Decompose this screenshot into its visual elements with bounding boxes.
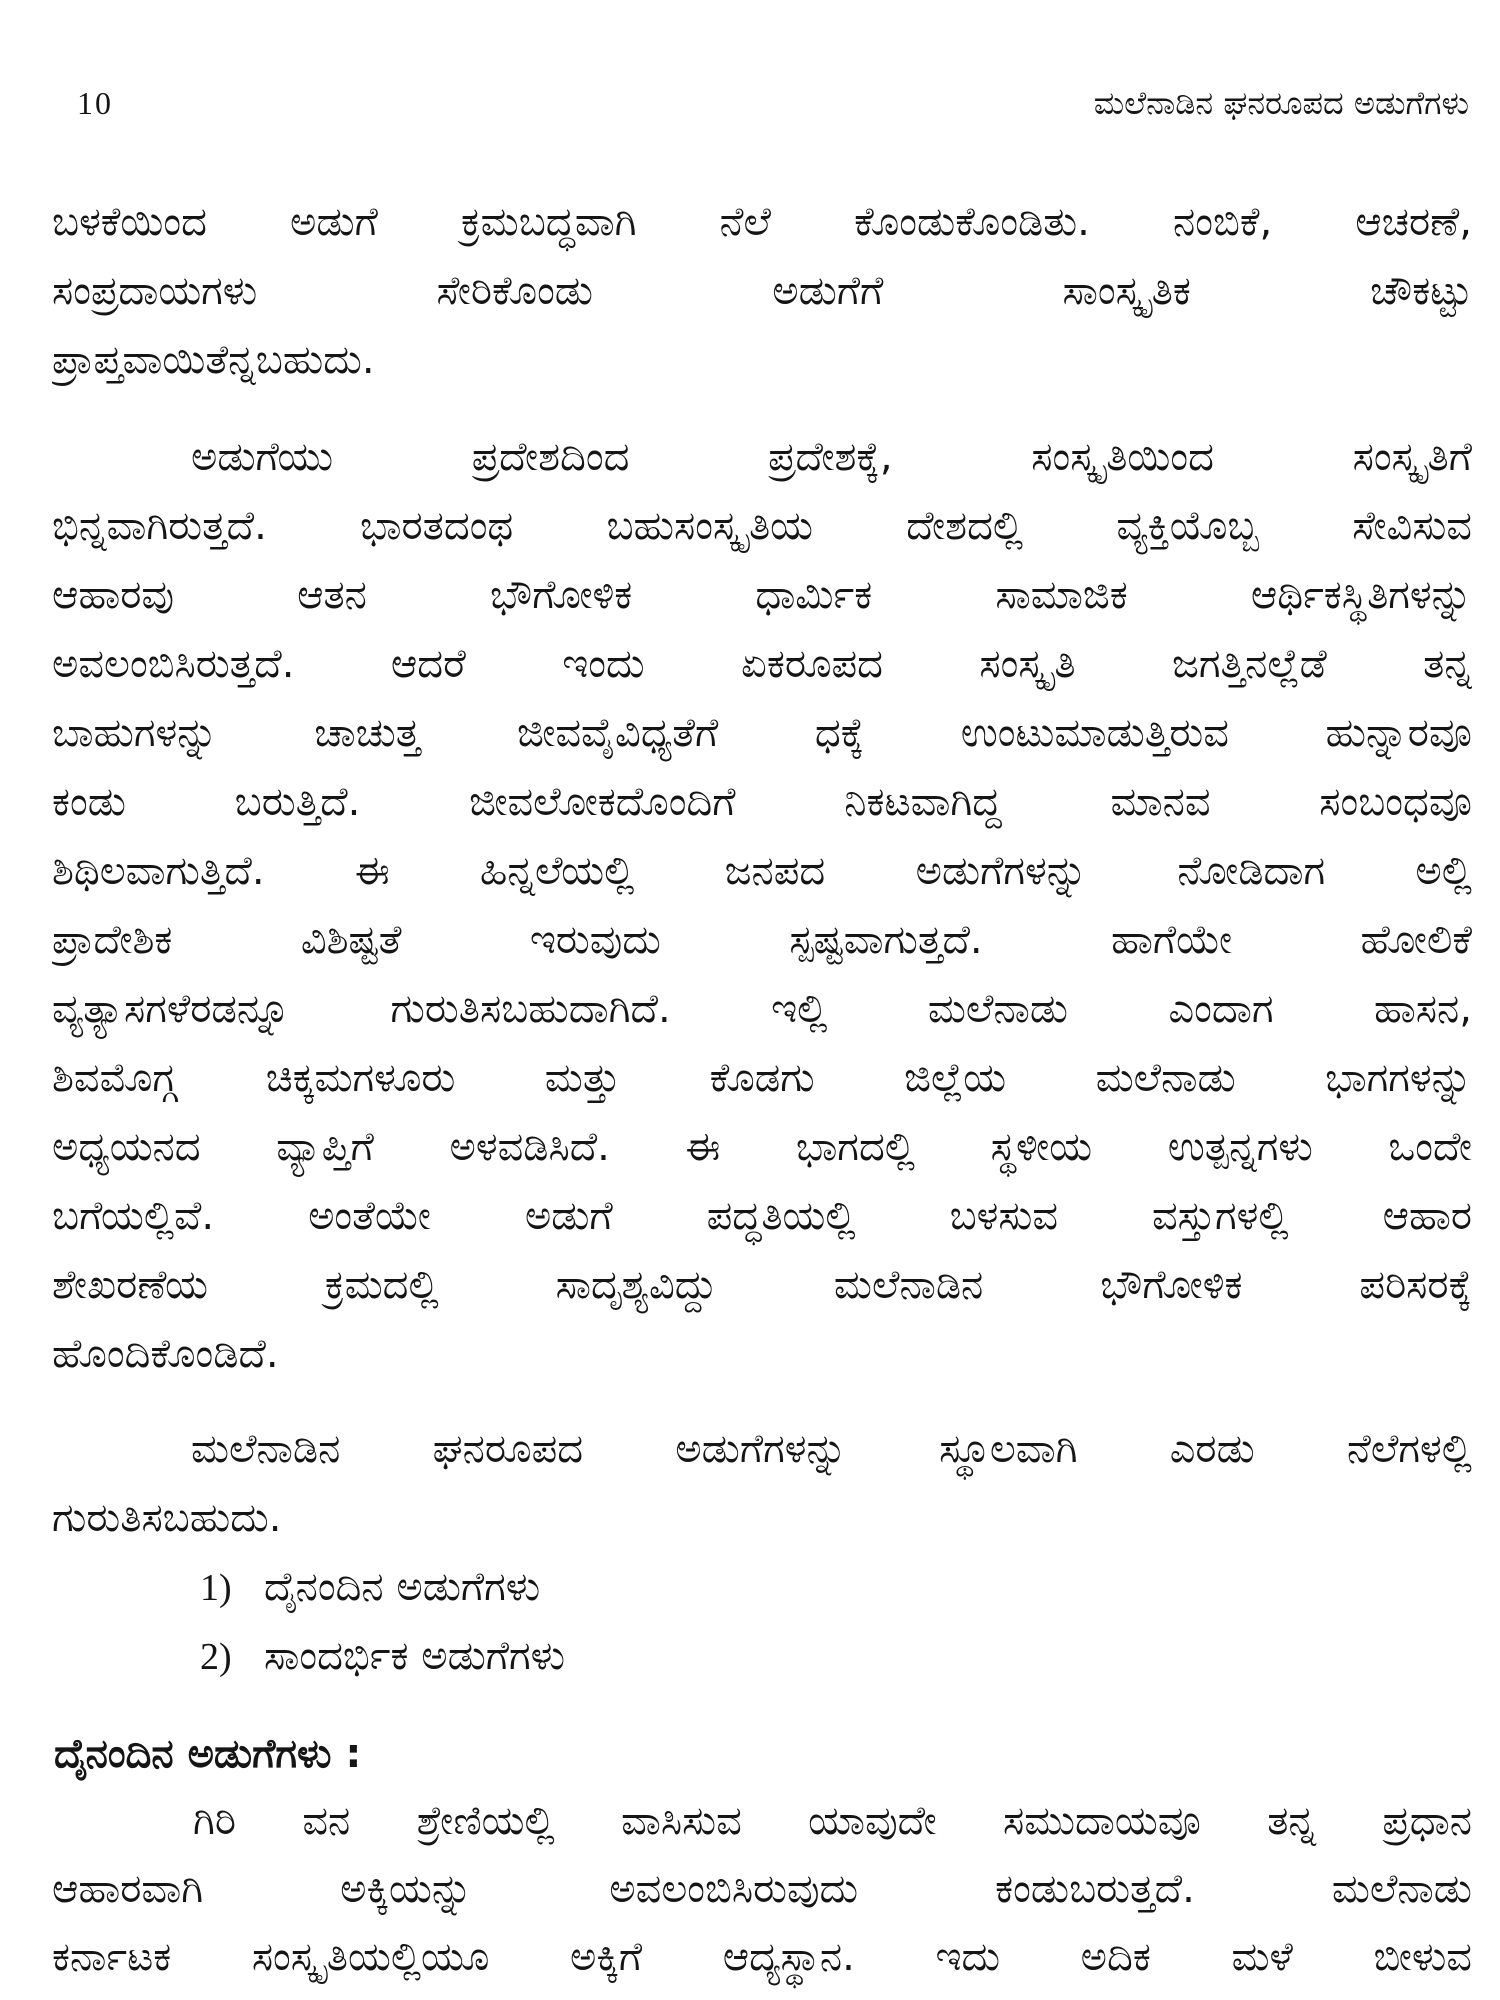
paragraph-2-line-9: ವ್ಯತ್ಯಾಸಗಳೆರಡನ್ನೂ ಗುರುತಿಸಬಹುದಾಗಿದೆ. ಇಲ್ಲಿ ಮಲೆನಾಡು ಎಂದಾಗ ಹಾಸನ, (52, 986, 1472, 1032)
paragraph-2 (52, 423, 1472, 1389)
list-item (52, 1553, 1472, 1622)
page-body (52, 188, 1472, 1991)
paragraph-2-line-8: ಪ್ರಾದೇಶಿಕ ವಿಶಿಷ್ಟತೆ ಇರುವುದು ಸ್ಪಷ್ಟವಾಗುತ್ತದೆ. ಹಾಗೆಯೇ ಹೋಲಿಕೆ (52, 917, 1472, 963)
running-title: ಮಲೆನಾಡಿನ ಘನರೂಪದ ಅಡುಗೆಗಳು (1093, 83, 1469, 122)
paragraph-2-line-1: ಅಡುಗೆಯು ಪ್ರದೇಶದಿಂದ ಪ್ರದೇಶಕ್ಕೆ, ಸಂಸ್ಕೃತಿಯಿಂದ ಸಂಸ್ಕೃತಿಗೆ (191, 434, 1472, 480)
paragraph-2-line-7: ಶಿಥಿಲವಾಗುತ್ತಿದೆ. ಈ ಹಿನ್ನಲೆಯಲ್ಲಿ ಜನಪದ ಅಡುಗೆಗಳನ್ನು ನೋಡಿದಾಗ ಅಲ್ಲಿ (52, 848, 1472, 894)
paragraph-2-line-14: ಹೊಂದಿಕೊಂಡಿದೆ. (52, 1331, 279, 1377)
paragraph-3-line-1: ಮಲೆನಾಡಿನ ಘನರೂಪದ ಅಡುಗೆಗಳನ್ನು ಸ್ಥೂಲವಾಗಿ ಎರಡು ನೆಲೆಗಳಲ್ಲಿ (191, 1426, 1472, 1472)
list-item (52, 1622, 1472, 1691)
paragraph-2-line-10: ಶಿವಮೊಗ್ಗ ಚಿಕ್ಕಮಗಳೂರು ಮತ್ತು ಕೊಡಗು ಜಿಲ್ಲೆಯ ಮಲೆನಾಡು ಭಾಗಗಳನ್ನು (52, 1055, 1472, 1101)
paragraph-2-line-11: ಅಧ್ಯಯನದ ವ್ಯಾಪ್ತಿಗೆ ಅಳವಡಿಸಿದೆ. ಈ ಭಾಗದಲ್ಲಿ ಸ್ಥಳೀಯ ಉತ್ಪನ್ನಗಳು ಒಂದೇ (52, 1124, 1472, 1170)
page-number: 10 (77, 84, 113, 121)
numbered-list (52, 1553, 1472, 1691)
paragraph-2-line-4: ಅವಲಂಬಿಸಿರುತ್ತದೆ. ಆದರೆ ಇಂದು ಏಕರೂಪದ ಸಂಸ್ಕೃತಿ ಜಗತ್ತಿನಲ್ಲೆಡೆ ತನ್ನ (52, 641, 1472, 687)
list-marker: 1) (200, 1567, 232, 1609)
paragraph-2-line-6: ಕಂಡು ಬರುತ್ತಿದೆ. ಜೀವಲೋಕದೊಂದಿಗೆ ನಿಕಟವಾಗಿದ್ದ ಮಾನವ ಸಂಬಂಧವೂ (52, 779, 1472, 825)
paragraph-2-line-2: ಭಿನ್ನವಾಗಿರುತ್ತದೆ. ಭಾರತದಂಥ ಬಹುಸಂಸ್ಕೃತಿಯ ದೇಶದಲ್ಲಿ ವ್ಯಕ್ತಿಯೊಬ್ಬ ಸೇವಿಸುವ (52, 503, 1472, 549)
paragraph-1-line-3: ಪ್ರಾಪ್ತವಾಯಿತೆನ್ನಬಹುದು. (52, 337, 375, 383)
paragraph-1-line-2: ಸಂಪ್ರದಾಯಗಳು ಸೇರಿಕೊಂಡು ಅಡುಗೆಗೆ ಸಾಂಸ್ಕೃತಿಕ ಚೌಕಟ್ಟು (52, 268, 1472, 314)
section-paragraph-line-2: ಆಹಾರವಾಗಿ ಅಕ್ಕಿಯನ್ನು ಅವಲಂಬಿಸಿರುವುದು ಕಂಡುಬರುತ್ತದೆ. ಮಲೆನಾಡು (52, 1866, 1472, 1912)
list-item-text: ಸಾಂದರ್ಭಿಕ ಅಡುಗೆಗಳು (264, 1633, 566, 1679)
list-item-text: ದೈನಂದಿನ ಅಡುಗೆಗಳು (264, 1564, 541, 1610)
paragraph-1-line-1: ಬಳಕೆಯಿಂದ ಅಡುಗೆ ಕ್ರಮಬದ್ಧವಾಗಿ ನೆಲೆ ಕೊಂಡುಕೊಂಡಿತು. ನಂಬಿಕೆ, ಆಚರಣೆ, (52, 199, 1472, 245)
section-paragraph (52, 1787, 1472, 1991)
section-paragraph-line-3: ಕರ್ನಾಟಕ ಸಂಸ್ಕೃತಿಯಲ್ಲಿಯೂ ಅಕ್ಕಿಗೆ ಆದ್ಯಸ್ಥಾನ. ಇದು ಅದಿಕ ಮಳೆ ಬೀಳುವ (52, 1934, 1472, 1980)
paragraph-3 (52, 1415, 1472, 1553)
paragraph-1 (52, 188, 1472, 395)
paragraph-2-line-3: ಆಹಾರವು ಆತನ ಭೌಗೋಳಿಕ ಧಾರ್ಮಿಕ ಸಾಮಾಜಿಕ ಆರ್ಥಿಕಸ್ಥಿತಿಗಳನ್ನು (52, 572, 1472, 618)
section-heading: ದೈನಂದಿನ ಅಡುಗೆಗಳು : (54, 1731, 362, 1777)
paragraph-2-line-12: ಬಗೆಯಲ್ಲಿವೆ. ಅಂತೆಯೇ ಅಡುಗೆ ಪದ್ಧತಿಯಲ್ಲಿ ಬಳಸುವ ವಸ್ತುಗಳಲ್ಲಿ ಆಹಾರ (52, 1193, 1472, 1239)
section-paragraph-line-1: ಗಿರಿ ವನ ಶ್ರೇಣಿಯಲ್ಲಿ ವಾಸಿಸುವ ಯಾವುದೇ ಸಮುದಾಯವೂ ತನ್ನ ಪ್ರಧಾನ (193, 1798, 1472, 1844)
paragraph-3-line-2: ಗುರುತಿಸಬಹುದು. (52, 1495, 282, 1541)
paragraph-2-line-13: ಶೇಖರಣೆಯ ಕ್ರಮದಲ್ಲಿ ಸಾದೃಶ್ಯವಿದ್ದು ಮಲೆನಾಡಿನ ಭೌಗೋಳಿಕ ಪರಿಸರಕ್ಕೆ (52, 1262, 1472, 1308)
list-marker: 2) (200, 1636, 232, 1678)
page-header (77, 76, 1469, 130)
paragraph-2-line-5: ಬಾಹುಗಳನ್ನು ಚಾಚುತ್ತ ಜೀವವೈವಿಧ್ಯತೆಗೆ ಧಕ್ಕೆ ಉಂಟುಮಾಡುತ್ತಿರುವ ಹುನ್ನಾರವೂ (52, 710, 1472, 756)
